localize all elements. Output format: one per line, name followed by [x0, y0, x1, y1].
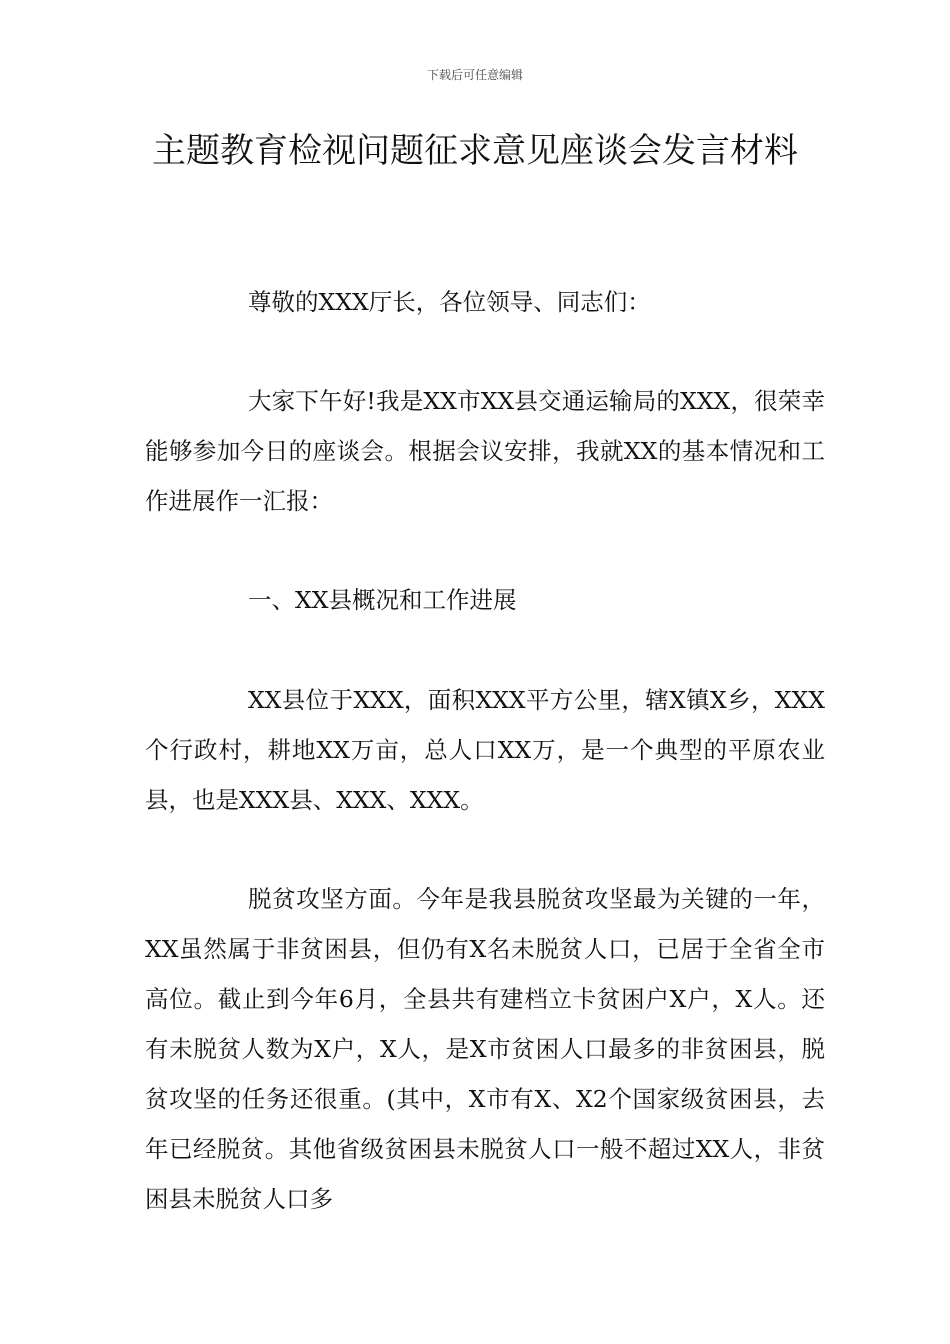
header-note: 下载后可任意编辑 [426, 68, 523, 82]
paragraph-block-1 [145, 376, 825, 526]
paragraph-poverty-alleviation: 脱贫攻坚方面。今年是我县脱贫攻坚最为关键的一年，XX虽然属于非贫困县，但仍有X名未脱贫人口，已居于全省全市高位。截止到今年6月，全县共有建档立卡贫困户X户，X人。还有未脱贫人数为X户，X人，是X市贫困人口最多的非贫困县，脱贫攻坚的任务还很重。(其中，X市有X、X2个国家级贫困县，去年已经脱贫。其他省级贫困县未脱贫人口一般不超过XX人，非贫困县未脱贫人口多 [145, 885, 825, 1213]
paragraph-county-overview: XX县位于XXX，面积XXX平方公里，辖X镇X乡，XXX个行政村，耕地XX万亩，总人口XX万，是一个典型的平原农业县，也是XXX县、XXX、XXX。 [145, 686, 825, 814]
paragraph-block-2 [145, 675, 825, 825]
section-heading-block [145, 575, 825, 625]
salutation-block [145, 277, 825, 327]
salutation: 尊敬的XXX厅长，各位领导、同志们： [248, 288, 651, 316]
section-heading: 一、XX县概况和工作进展 [248, 586, 517, 614]
document-title: 主题教育检视问题征求意见座谈会发言材料 [152, 131, 798, 171]
paragraph-greeting: 大家下午好!我是XX市XX县交通运输局的XXX，很荣幸能够参加今日的座谈会。根据会议安排，我就XX的基本情况和工作进展作一汇报： [145, 387, 825, 515]
paragraph-block-3 [145, 874, 825, 1224]
